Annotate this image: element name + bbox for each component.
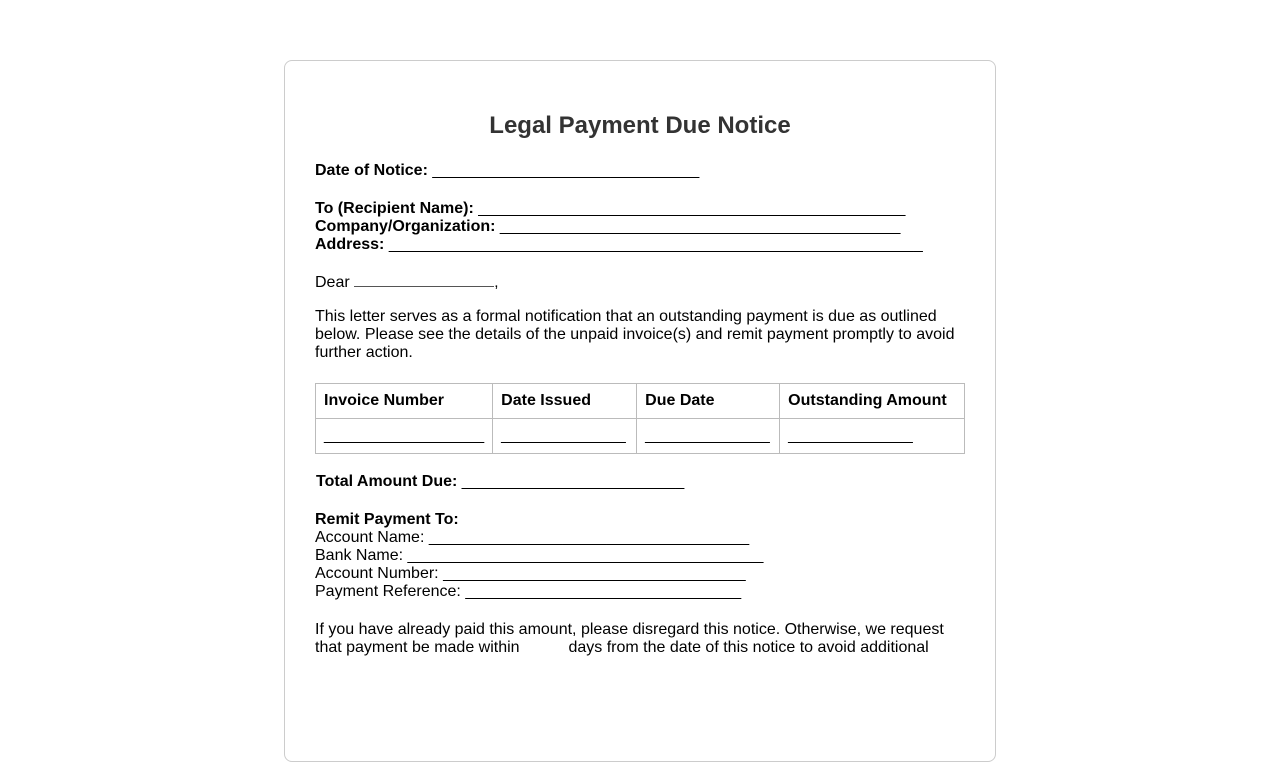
notice-document <box>284 60 996 762</box>
bank-name-field: Bank Name: ________________________________________ <box>315 547 764 564</box>
account-name-field: Account Name: ____________________________________ <box>315 529 750 546</box>
salutation: Dear , <box>315 274 499 291</box>
total-amount-due: Total Amount Due: _________________________ <box>316 473 685 490</box>
dear-blank <box>354 285 494 287</box>
intro-paragraph: This letter serves as a formal notification that an outstanding payment is due as outlined below. Please see the details of the unpaid invoice(s) and remit payment promptly to avoid further action. <box>315 308 955 361</box>
header-outstanding-amount: Outstanding Amount <box>780 384 965 419</box>
header-due-date: Due Date <box>637 384 780 419</box>
page-title: Legal Payment Due Notice <box>489 112 791 139</box>
address-field: Address: ____________________________________________________________ <box>315 236 923 253</box>
invoice-table <box>315 383 965 454</box>
remit-block <box>315 511 965 601</box>
cell-date-issued: ______________ <box>493 419 637 454</box>
header-invoice-number: Invoice Number <box>316 384 493 419</box>
date-of-notice: Date of Notice: ______________________________ <box>315 162 700 179</box>
remit-heading: Remit Payment To: <box>315 511 459 528</box>
company-field: Company/Organization: _____________________________________________ <box>315 218 901 235</box>
recipient-name-field: To (Recipient Name): ________________________________________________ <box>315 200 906 217</box>
closing-paragraph: If you have already paid this amount, please disregard this notice. Otherwise, we request that payment be made within days from the date of this notice to avoid additional <box>315 621 944 656</box>
cell-invoice-number: __________________ <box>316 419 493 454</box>
account-number-field: Account Number: __________________________________ <box>315 565 746 582</box>
payment-reference-field: Payment Reference: _______________________________ <box>315 583 742 600</box>
header-date-issued: Date Issued <box>493 384 637 419</box>
table-row <box>316 419 965 454</box>
cell-due-date: ______________ <box>637 419 780 454</box>
cell-outstanding-amount: ______________ <box>780 419 965 454</box>
table-header-row <box>316 384 965 419</box>
recipient-block <box>315 200 965 254</box>
